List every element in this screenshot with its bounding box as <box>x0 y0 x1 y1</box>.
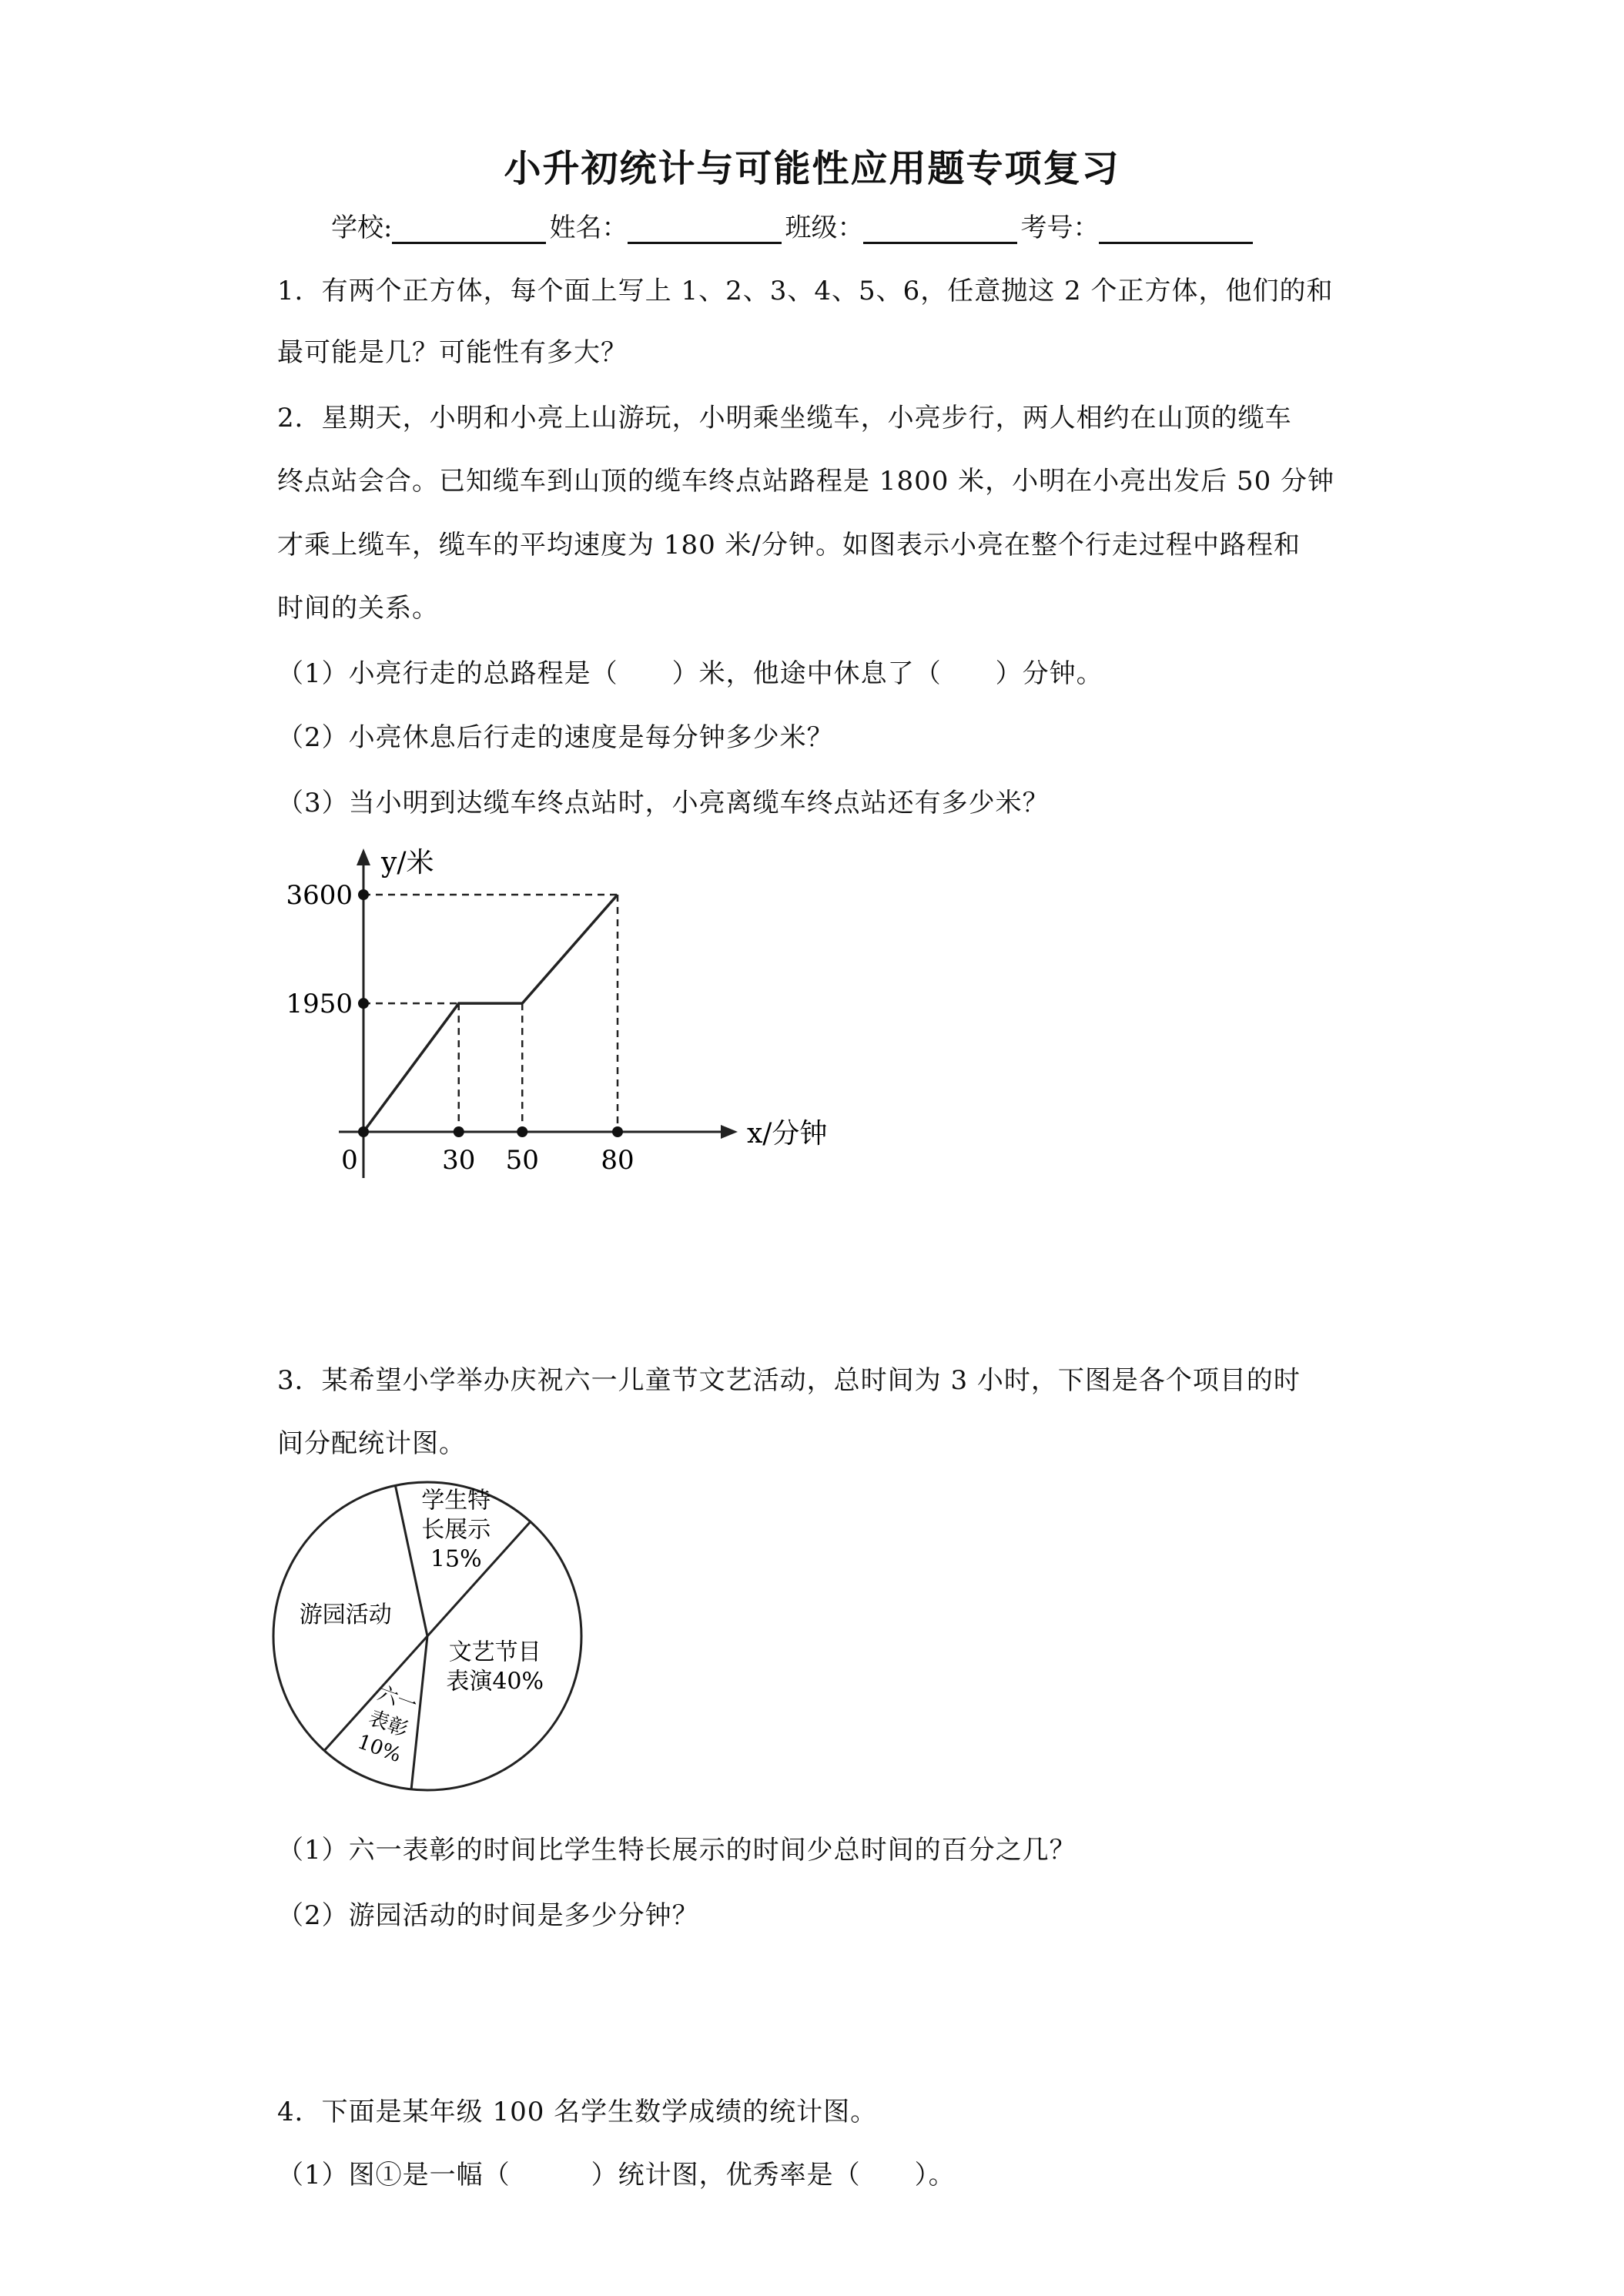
y-axis-arrow <box>357 848 370 865</box>
pie-slice-label <box>446 1639 544 1695</box>
x-tick-label: 80 <box>601 1145 635 1176</box>
pie-slice-label-line: 长展示 <box>421 1516 491 1544</box>
school-blank[interactable] <box>392 216 546 244</box>
q2-sub-3: （3）当小明到达缆车终点站时，小亮离缆车终点站还有多少米？ <box>277 788 1050 818</box>
x-tick-dot <box>517 1126 527 1137</box>
q3-line-2: 间分配统计图。 <box>277 1428 466 1459</box>
exam-no-label: 考号： <box>1020 213 1100 243</box>
q1-line-2: 最可能是几？可能性有多大？ <box>277 337 628 368</box>
y-tick-dot <box>358 889 369 900</box>
y-tick-label: 3600 <box>286 880 353 911</box>
distance-time-line-chart <box>285 839 855 1224</box>
q3-sub-1: （1）六一表彰的时间比学生特长展示的时间少总时间的百分之几？ <box>277 1835 1077 1866</box>
pie-slice-label <box>421 1487 491 1572</box>
pie-slice-label-line: 学生特 <box>421 1487 491 1514</box>
name-label: 姓名： <box>549 213 628 243</box>
school-label: 学校: <box>331 213 393 243</box>
x-tick-label: 0 <box>341 1145 358 1176</box>
distance-series-line <box>363 895 618 1132</box>
q2-sub-2: （2）小亮休息后行走的速度是每分钟多少米？ <box>277 722 834 753</box>
class-label: 班级： <box>785 213 864 243</box>
q1-line-1: 1．有两个正方体，每个面上写上 1、2、3、4、5、6，任意抛这 2 个正方体，他们的和 <box>277 276 1334 306</box>
activity-time-pie-chart <box>262 1474 593 1806</box>
pie-slice-label-line: 游园活动 <box>299 1602 392 1629</box>
name-blank[interactable] <box>628 216 782 244</box>
q3-sub-2: （2）游园活动的时间是多少分钟？ <box>277 1900 699 1931</box>
x-axis-arrow <box>721 1125 738 1139</box>
y-tick-label: 1950 <box>286 989 353 1020</box>
x-tick-dot <box>358 1126 369 1137</box>
pie-slice-label-line: 10% <box>354 1730 404 1768</box>
class-blank[interactable] <box>863 216 1017 244</box>
q4-line-1: 4．下面是某年级 100 名学生数学成绩的统计图。 <box>277 2097 878 2127</box>
pie-slice-label-line: 15% <box>430 1545 482 1573</box>
q2-sub-1: （1）小亮行走的总路程是（ ）米，他途中休息了（ ）分钟。 <box>277 658 1103 689</box>
x-tick-dot <box>612 1126 623 1137</box>
pie-slice-label <box>300 1602 392 1628</box>
q3-line-1: 3．某希望小学举办庆祝六一儿童节文艺活动，总时间为 3 小时，下图是各个项目的时 <box>277 1365 1301 1396</box>
pie-slice-label-line: 表彰 <box>365 1706 411 1742</box>
student-info-row <box>331 206 1256 244</box>
y-axis-label: y/米 <box>381 847 434 879</box>
pie-slice-label-line: 六一 <box>374 1682 420 1718</box>
x-tick-label: 30 <box>442 1145 476 1176</box>
exam-no-blank[interactable] <box>1099 216 1253 244</box>
x-axis-label: x/分钟 <box>747 1118 828 1150</box>
x-tick-label: 50 <box>505 1145 539 1176</box>
q2-line-2: 终点站会合。已知缆车到山顶的缆车终点站路程是 1800 米，小明在小亮出发后 50 分钟 <box>277 466 1335 497</box>
y-tick-dot <box>358 998 369 1009</box>
pie-slice-label <box>354 1681 422 1767</box>
pie-slice-label-line: 表演40% <box>446 1668 544 1695</box>
pie-slice-label-line: 文艺节目 <box>448 1638 541 1666</box>
q2-line-4: 时间的关系。 <box>277 593 439 624</box>
x-tick-dot <box>454 1126 464 1137</box>
q2-line-1: 2．星期天，小明和小亮上山游玩，小明乘坐缆车，小亮步行，两人相约在山顶的缆车 <box>277 403 1292 433</box>
q2-line-3: 才乘上缆车，缆车的平均速度为 180 米/分钟。如图表示小亮在整个行走过程中路程和 <box>277 530 1301 561</box>
page-title: 小升初统计与可能性应用题专项复习 <box>504 147 1120 190</box>
q4-sub-1: （1）图①是一幅（ ）统计图，优秀率是（ ）。 <box>277 2160 956 2191</box>
